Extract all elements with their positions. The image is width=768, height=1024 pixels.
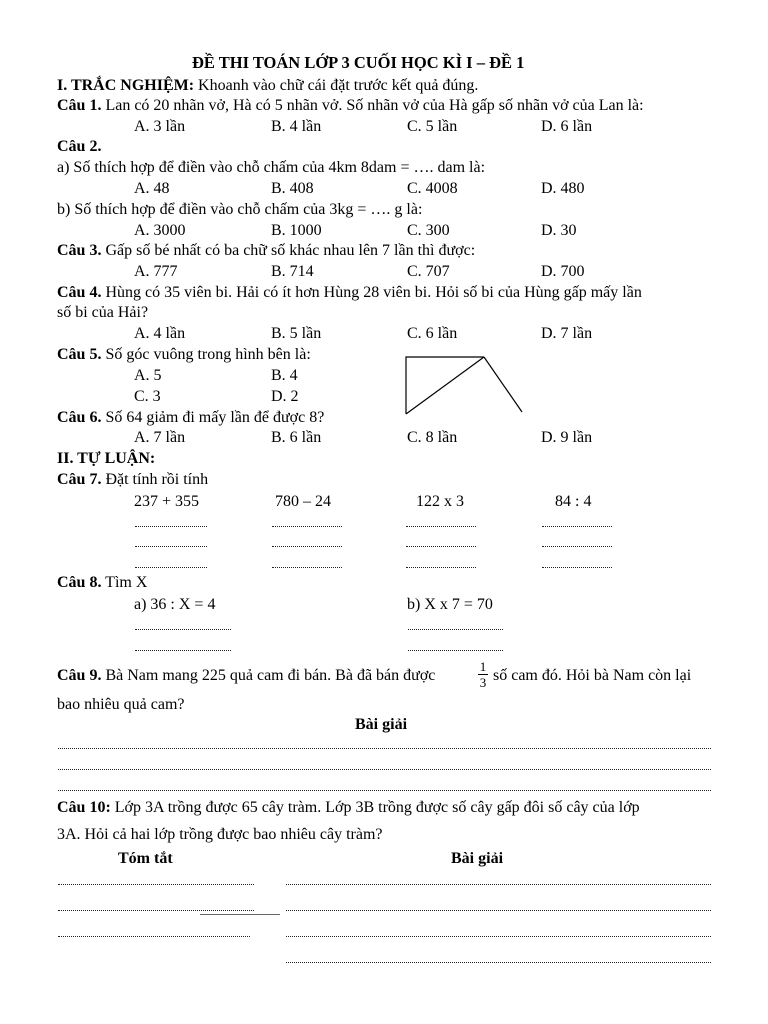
q4-question-cont: số bi của Hải? [57,304,149,321]
q7-expr-4: 84 : 4 [555,493,592,510]
q8-answer-line[interactable] [135,629,231,630]
q10-answer-line[interactable] [286,910,711,911]
q3-option-a[interactable]: A. 777 [134,263,178,280]
q8-answer-line[interactable] [408,650,503,651]
q7-label: Câu 7. [57,471,102,488]
q9-answer-line[interactable] [58,748,711,749]
right-angle-figure [400,352,525,416]
q2a-question: a) Số thích hợp để điền vào chỗ chấm của 4km 8dam = …. dam là: [57,159,486,176]
q1-option-a[interactable]: A. 3 lần [134,118,186,135]
q10-answer-line[interactable] [286,962,711,963]
q4-option-d[interactable]: D. 7 lần [541,325,593,342]
q5-option-a[interactable]: A. 5 [134,367,162,384]
q7-answer-line[interactable] [272,567,342,568]
q5-option-c[interactable]: C. 3 [134,388,161,405]
q5-label: Câu 5. [57,346,102,363]
q10-answer-line[interactable] [286,936,711,937]
q8-text [57,575,147,591]
q2a-option-c[interactable]: C. 4008 [407,180,458,197]
q9-text [57,668,435,684]
q7-expr-2: 780 – 24 [275,493,331,510]
q6-option-b[interactable]: B. 6 lần [271,429,322,446]
q2a-option-b[interactable]: B. 408 [271,180,314,197]
part1-instruction: Khoanh vào chữ cái đặt trước kết quả đúng. [198,77,479,94]
q4-question: Hùng có 35 viên bi. Hải có ít hơn Hùng 28 viên bi. Hỏi số bi của Hùng gấp mấy lần [105,284,642,301]
q7-answer-line[interactable] [135,546,207,547]
q4-text [57,285,642,301]
fraction-one-third [478,660,488,689]
q7-answer-line[interactable] [542,567,612,568]
q9-label: Câu 9. [57,667,102,684]
q8-part-a: a) 36 : X = 4 [134,596,216,613]
q4-option-c[interactable]: C. 6 lần [407,325,458,342]
q5-option-d[interactable]: D. 2 [271,388,299,405]
q2a-option-d[interactable]: D. 480 [541,180,585,197]
fraction-numerator: 1 [479,659,487,674]
q2b-question: b) Số thích hợp để điền vào chỗ chấm của 3kg = …. g là: [57,201,423,218]
q9-answer-line[interactable] [58,790,711,791]
q5-text [57,347,311,363]
q1-text [57,98,644,114]
q3-option-c[interactable]: C. 707 [407,263,450,280]
q9-solution-heading: Bài giải [355,716,408,733]
q6-text [57,410,324,426]
q3-option-b[interactable]: B. 714 [271,263,314,280]
q7-answer-line[interactable] [135,567,207,568]
q8-answer-line[interactable] [408,629,503,630]
q10-answer-line[interactable] [286,884,711,885]
q7-answer-line[interactable] [406,526,476,527]
q2-label: Câu 2. [57,138,102,155]
q7-question: Đặt tính rồi tính [105,471,209,488]
q10-label: Câu 10: [57,799,111,816]
q4-option-b[interactable]: B. 5 lần [271,325,322,342]
q2b-option-c[interactable]: C. 300 [407,222,450,239]
q7-answer-line[interactable] [272,546,342,547]
q10-summary-line[interactable] [58,884,254,885]
q10-summary-heading: Tóm tắt [118,850,173,867]
q6-question: Số 64 giảm đi mấy lần để được 8? [105,409,325,426]
page-title: ĐỀ THI TOÁN LỚP 3 CUỐI HỌC KÌ I – ĐỀ 1 [192,53,525,72]
q8-part-b: b) X x 7 = 70 [407,596,493,613]
q9-question-after: số cam đó. Hỏi bà Nam còn lại [493,667,692,684]
q1-option-d[interactable]: D. 6 lần [541,118,593,135]
q3-label: Câu 3. [57,242,102,259]
q3-option-d[interactable]: D. 700 [541,263,585,280]
q8-question: Tìm X [105,574,148,591]
q1-option-b[interactable]: B. 4 lần [271,118,322,135]
q7-answer-line[interactable] [135,526,207,527]
q6-option-a[interactable]: A. 7 lần [134,429,186,446]
stray-mark [200,914,280,915]
part1-heading: I. TRẮC NGHIỆM: [57,77,195,94]
q1-option-c[interactable]: C. 5 lần [407,118,458,135]
q9-answer-line[interactable] [58,769,711,770]
q10-summary-line[interactable] [58,910,254,911]
fraction-denominator: 3 [479,675,487,690]
part1-line [57,78,478,94]
q3-question: Gấp số bé nhất có ba chữ số khác nhau lên 7 lần thì được: [105,242,476,259]
q3-text [57,243,475,259]
q10-summary-line[interactable] [58,936,250,937]
part2-heading: II. TỰ LUẬN: [57,450,156,467]
q2b-option-d[interactable]: D. 30 [541,222,577,239]
q2b-option-a[interactable]: A. 3000 [134,222,186,239]
q6-option-c[interactable]: C. 8 lần [407,429,458,446]
q10-text [57,800,640,816]
q10-question-cont: 3A. Hỏi cả hai lớp trồng được bao nhiêu cây tràm? [57,826,383,843]
q8-label: Câu 8. [57,574,102,591]
q6-label: Câu 6. [57,409,102,426]
q7-expr-1: 237 + 355 [134,493,200,510]
q7-answer-line[interactable] [406,546,476,547]
q7-answer-line[interactable] [272,526,342,527]
q10-question: Lớp 3A trồng được 65 cây tràm. Lớp 3B trồng được số cây gấp đôi số cây của lớp [114,799,640,816]
q9-question-cont: bao nhiêu quả cam? [57,696,185,713]
q5-option-b[interactable]: B. 4 [271,367,298,384]
q7-text [57,472,208,488]
q7-expr-3: 122 x 3 [416,493,464,510]
q4-option-a[interactable]: A. 4 lần [134,325,186,342]
q1-label: Câu 1. [57,97,102,114]
q5-question: Số góc vuông trong hình bên là: [105,346,311,363]
q2a-option-a[interactable]: A. 48 [134,180,170,197]
q1-question: Lan có 20 nhãn vở, Hà có 5 nhãn vở. Số nhãn vở của Hà gấp số nhãn vở của Lan là: [105,97,644,114]
q8-answer-line[interactable] [135,650,231,651]
q9-question: Bà Nam mang 225 quả cam đi bán. Bà đã bán được [105,667,436,684]
q7-answer-line[interactable] [406,567,476,568]
q4-label: Câu 4. [57,284,102,301]
q7-answer-line[interactable] [542,546,612,547]
q6-option-d[interactable]: D. 9 lần [541,429,593,446]
q7-answer-line[interactable] [542,526,612,527]
q10-solution-heading: Bài giải [451,850,504,867]
q2b-option-b[interactable]: B. 1000 [271,222,322,239]
